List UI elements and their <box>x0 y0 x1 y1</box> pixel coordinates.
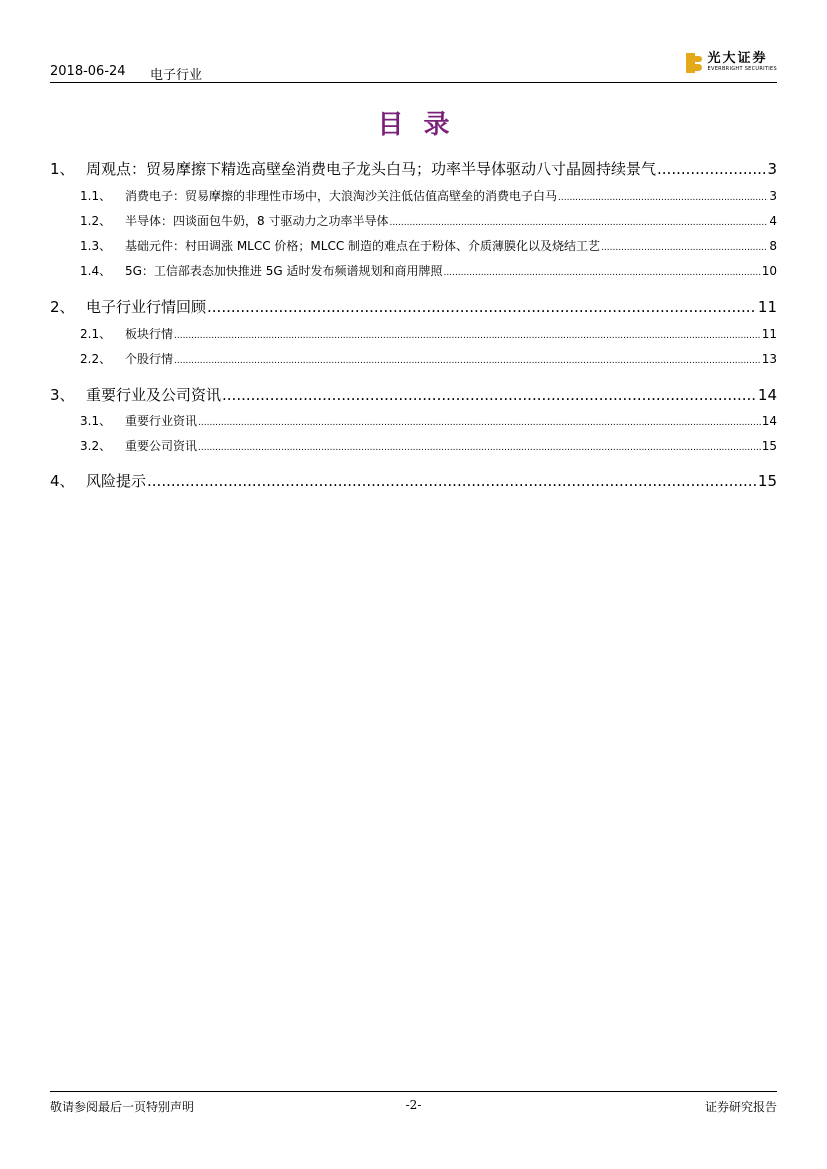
toc-label: 板块行情 <box>125 327 174 341</box>
toc-number: 1.1、 <box>80 189 112 203</box>
toc-label: 重要行业资讯 <box>125 414 198 428</box>
page-number: -2- <box>405 1098 422 1112</box>
toc-number: 1.3、 <box>80 239 112 253</box>
toc-leader <box>174 356 761 366</box>
toc-leader <box>444 268 761 278</box>
toc-label: 风险提示 <box>86 472 147 490</box>
logo-english-name: EVERBRIGHT SECURITIES <box>707 66 777 72</box>
toc-leader <box>222 386 757 404</box>
toc-entry[interactable] <box>50 296 777 317</box>
toc-entry[interactable] <box>50 470 777 491</box>
toc-leader <box>657 160 766 178</box>
page-header <box>50 51 777 83</box>
toc-page: 14 <box>761 414 777 428</box>
toc-title: 目录 <box>377 110 470 140</box>
toc-label: 个股行情 <box>125 352 174 366</box>
toc-label: 电子行业行情回顾 <box>86 298 207 316</box>
toc-leader <box>601 243 768 253</box>
report-sector: 电子行业 <box>150 68 203 83</box>
toc-page: 15 <box>761 439 777 453</box>
toc-entry[interactable] <box>50 350 777 367</box>
toc-number: 2.1、 <box>80 327 112 341</box>
toc-number: 2、 <box>50 298 75 316</box>
toc-number: 3、 <box>50 386 75 404</box>
toc-label: 周观点：贸易摩擦下精选高壁垒消费电子龙头白马；功率半导体驱动八寸晶圆持续景气 <box>86 160 657 178</box>
toc-entry[interactable] <box>50 187 777 204</box>
toc-label: 5G：工信部表态加快推进 5G 适时发布频谱规划和商用牌照 <box>125 264 443 278</box>
toc-label: 重要行业及公司资讯 <box>86 386 222 404</box>
toc-number: 1.4、 <box>80 264 112 278</box>
page-footer <box>50 1091 777 1114</box>
toc-page: 15 <box>757 472 777 490</box>
toc-number: 2.2、 <box>80 352 112 366</box>
disclaimer-note: 敬请参阅最后一页特别声明 <box>50 1100 195 1114</box>
toc-number: 3.1、 <box>80 414 112 428</box>
logo-mark-icon <box>686 53 702 73</box>
toc-label: 基础元件：村田调涨 MLCC 价格；MLCC 制造的难点在于粉体、介质薄膜化以及烧结工艺 <box>125 239 601 253</box>
toc-page: 8 <box>769 239 777 253</box>
toc-entry[interactable] <box>50 412 777 429</box>
toc-number: 1.2、 <box>80 214 112 228</box>
toc-page: 14 <box>757 386 777 404</box>
toc-page: 3 <box>769 189 777 203</box>
toc-entry[interactable] <box>50 384 777 405</box>
toc-leader <box>174 331 761 341</box>
toc-leader <box>198 418 761 428</box>
toc-leader <box>207 298 757 316</box>
toc-page: 4 <box>769 214 777 228</box>
toc-leader <box>147 472 757 490</box>
toc-leader <box>389 218 768 228</box>
toc-entry[interactable] <box>50 237 777 254</box>
toc-number: 1、 <box>50 160 75 178</box>
toc-leader <box>558 193 768 203</box>
toc-page: 13 <box>761 352 777 366</box>
report-type: 证券研究报告 <box>704 1100 777 1114</box>
toc-label: 半导体：四谈面包牛奶，8 寸驱动力之功率半导体 <box>125 214 389 228</box>
toc-entry[interactable] <box>50 262 777 279</box>
toc-entry[interactable] <box>50 212 777 229</box>
toc-number: 3.2、 <box>80 439 112 453</box>
toc-page: 3 <box>767 160 777 178</box>
toc-page: 11 <box>761 327 777 341</box>
toc-label: 重要公司资讯 <box>125 439 198 453</box>
company-logo <box>686 52 777 73</box>
toc-page: 11 <box>757 298 777 316</box>
toc-page: 10 <box>761 264 777 278</box>
toc-leader <box>198 443 761 453</box>
toc-number: 4、 <box>50 472 75 490</box>
report-date: 2018-06-24 <box>50 64 126 79</box>
toc-entry[interactable] <box>50 437 777 454</box>
toc-label: 消费电子：贸易摩擦的非理性市场中，大浪淘沙关注低估值高壁垒的消费电子白马 <box>125 189 558 203</box>
toc-entry[interactable] <box>50 325 777 342</box>
toc-entry[interactable] <box>50 158 777 179</box>
logo-chinese-name: 光大证券 <box>707 51 768 66</box>
